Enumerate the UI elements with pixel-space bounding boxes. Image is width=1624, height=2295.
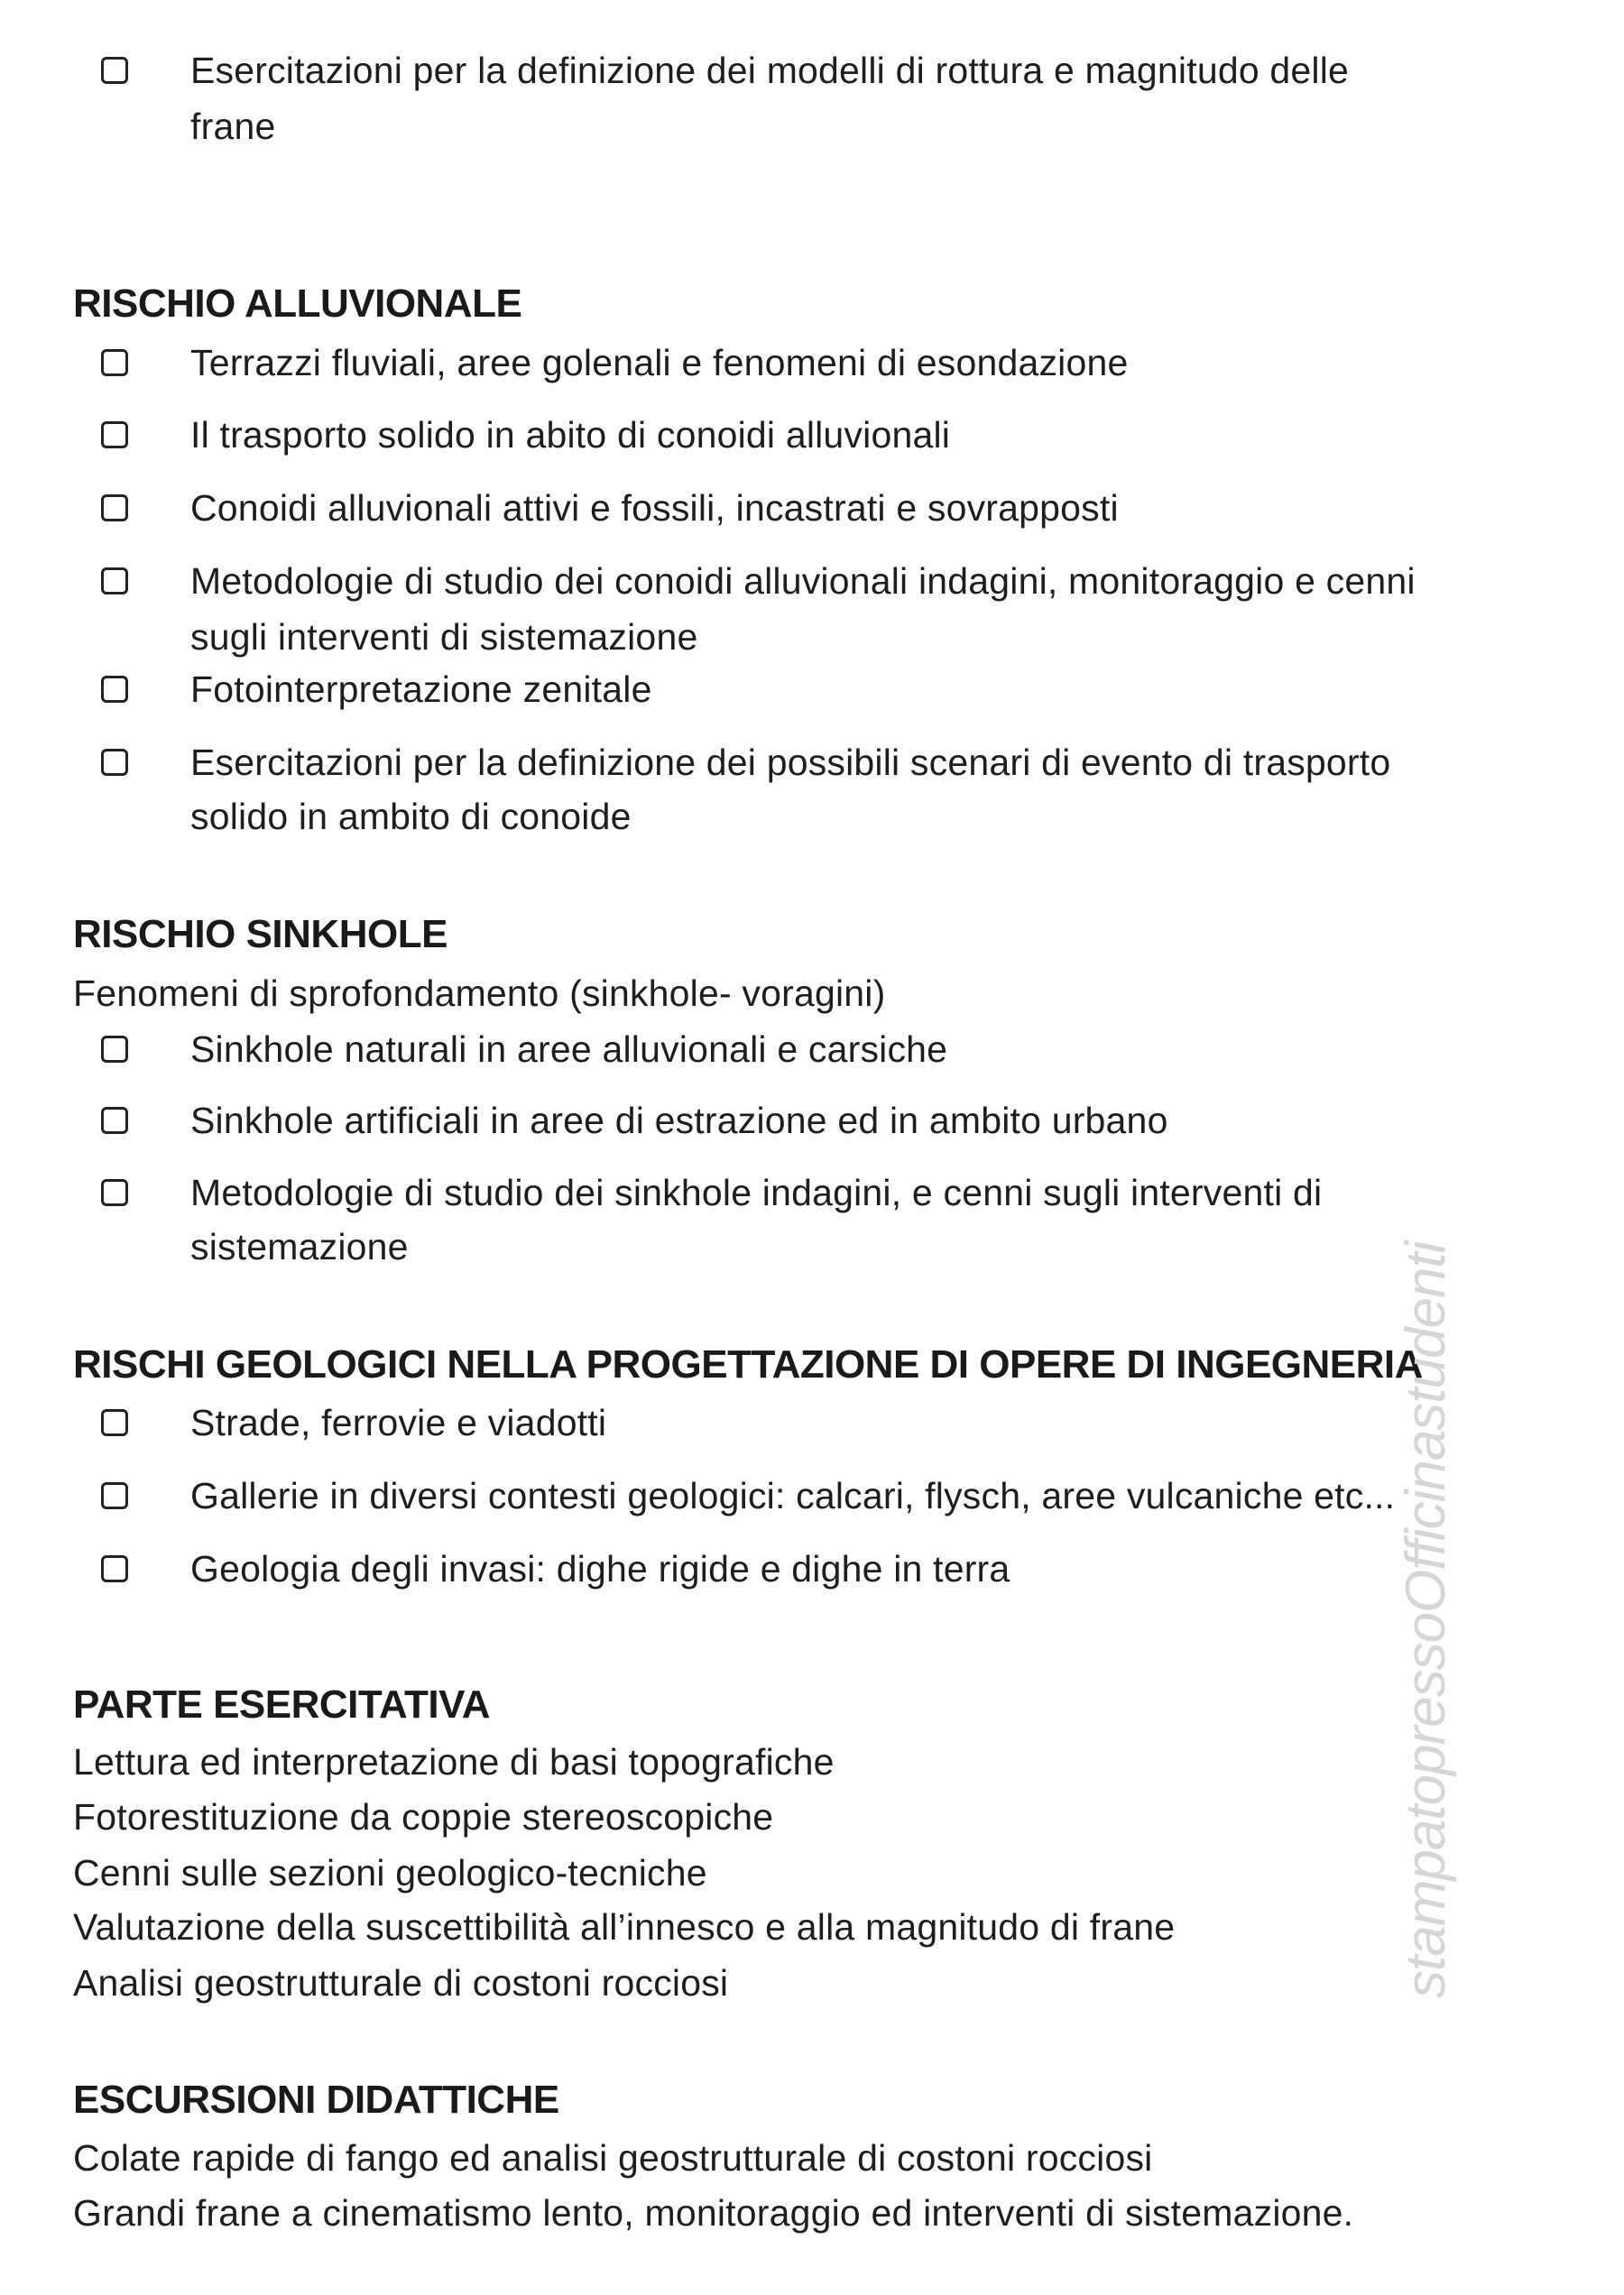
text-line: Analisi geostrutturale di costoni rocciosi <box>73 1962 729 2004</box>
checkbox[interactable] <box>101 1179 128 1206</box>
list-item-continuation: sistemazione <box>190 1226 409 1267</box>
section-title-ingegneria: RISCHI GEOLOGICI NELLA PROGETTAZIONE DI OPERE DI INGEGNERIA <box>73 1342 1423 1387</box>
list-item: Sinkhole naturali in aree alluvionali e carsiche <box>190 1028 948 1070</box>
checkbox[interactable] <box>101 1482 128 1509</box>
checkbox[interactable] <box>101 57 128 84</box>
checkbox[interactable] <box>101 1555 128 1582</box>
checkbox[interactable] <box>101 567 128 594</box>
text-line: Lettura ed interpretazione di basi topografiche <box>73 1741 835 1783</box>
checkbox[interactable] <box>101 1036 128 1063</box>
section-title-sinkhole: RISCHIO SINKHOLE <box>73 912 448 956</box>
text-line: Cenni sulle sezioni geologico-tecniche <box>73 1852 707 1894</box>
list-item: Fotointerpretazione zenitale <box>190 668 652 710</box>
list-item-continuation: sugli interventi di sistemazione <box>190 616 698 658</box>
text-line: Grandi frane a cinematismo lento, monitoraggio ed interventi di sistemazione. <box>73 2192 1354 2234</box>
text-line: Valutazione della suscettibilità all’innesco e alla magnitudo di frane <box>73 1906 1176 1948</box>
checkbox[interactable] <box>101 676 128 703</box>
list-item: Sinkhole artificiali in aree di estrazione ed in ambito urbano <box>190 1100 1168 1141</box>
list-item: Conoidi alluvionali attivi e fossili, incastrati e sovrapposti <box>190 487 1119 529</box>
checkbox[interactable] <box>101 1409 128 1436</box>
list-item: Il trasporto solido in abito di conoidi alluvionali <box>190 414 951 456</box>
checkbox[interactable] <box>101 1107 128 1134</box>
list-item: Strade, ferrovie e viadotti <box>190 1402 607 1443</box>
checkbox[interactable] <box>101 421 128 448</box>
watermark: stampatopressoOfficinastudenti <box>1395 1241 1457 1998</box>
checkbox[interactable] <box>101 349 128 376</box>
list-item: Geologia degli invasi: dighe rigide e dighe in terra <box>190 1548 1010 1590</box>
section-subtitle: Fenomeni di sprofondamento (sinkhole- voragini) <box>73 972 886 1014</box>
section-title-esercitativa: PARTE ESERCITATIVA <box>73 1682 490 1727</box>
list-item: Esercitazioni per la definizione dei possibili scenari di evento di trasporto <box>190 742 1391 783</box>
checkbox[interactable] <box>101 494 128 521</box>
list-item: Gallerie in diversi contesti geologici: calcari, flysch, aree vulcaniche etc... <box>190 1475 1396 1516</box>
section-title-escursioni: ESCURSIONI DIDATTICHE <box>73 2078 559 2122</box>
list-item-continuation: frane <box>190 106 276 147</box>
list-item: Metodologie di studio dei conoidi alluvionali indagini, monitoraggio e cenni <box>190 560 1416 602</box>
text-line: Colate rapide di fango ed analisi geostrutturale di costoni rocciosi <box>73 2137 1153 2179</box>
list-item: Terrazzi fluviali, aree golenali e fenomeni di esondazione <box>190 342 1129 383</box>
section-title-alluvionale: RISCHIO ALLUVIONALE <box>73 281 522 326</box>
list-item: Esercitazioni per la definizione dei modelli di rottura e magnitudo delle <box>190 50 1350 91</box>
list-item: Metodologie di studio dei sinkhole indagini, e cenni sugli interventi di <box>190 1172 1323 1213</box>
list-item-continuation: solido in ambito di conoide <box>190 796 632 837</box>
checkbox[interactable] <box>101 749 128 776</box>
text-line: Fotorestituzione da coppie stereoscopiche <box>73 1796 774 1838</box>
